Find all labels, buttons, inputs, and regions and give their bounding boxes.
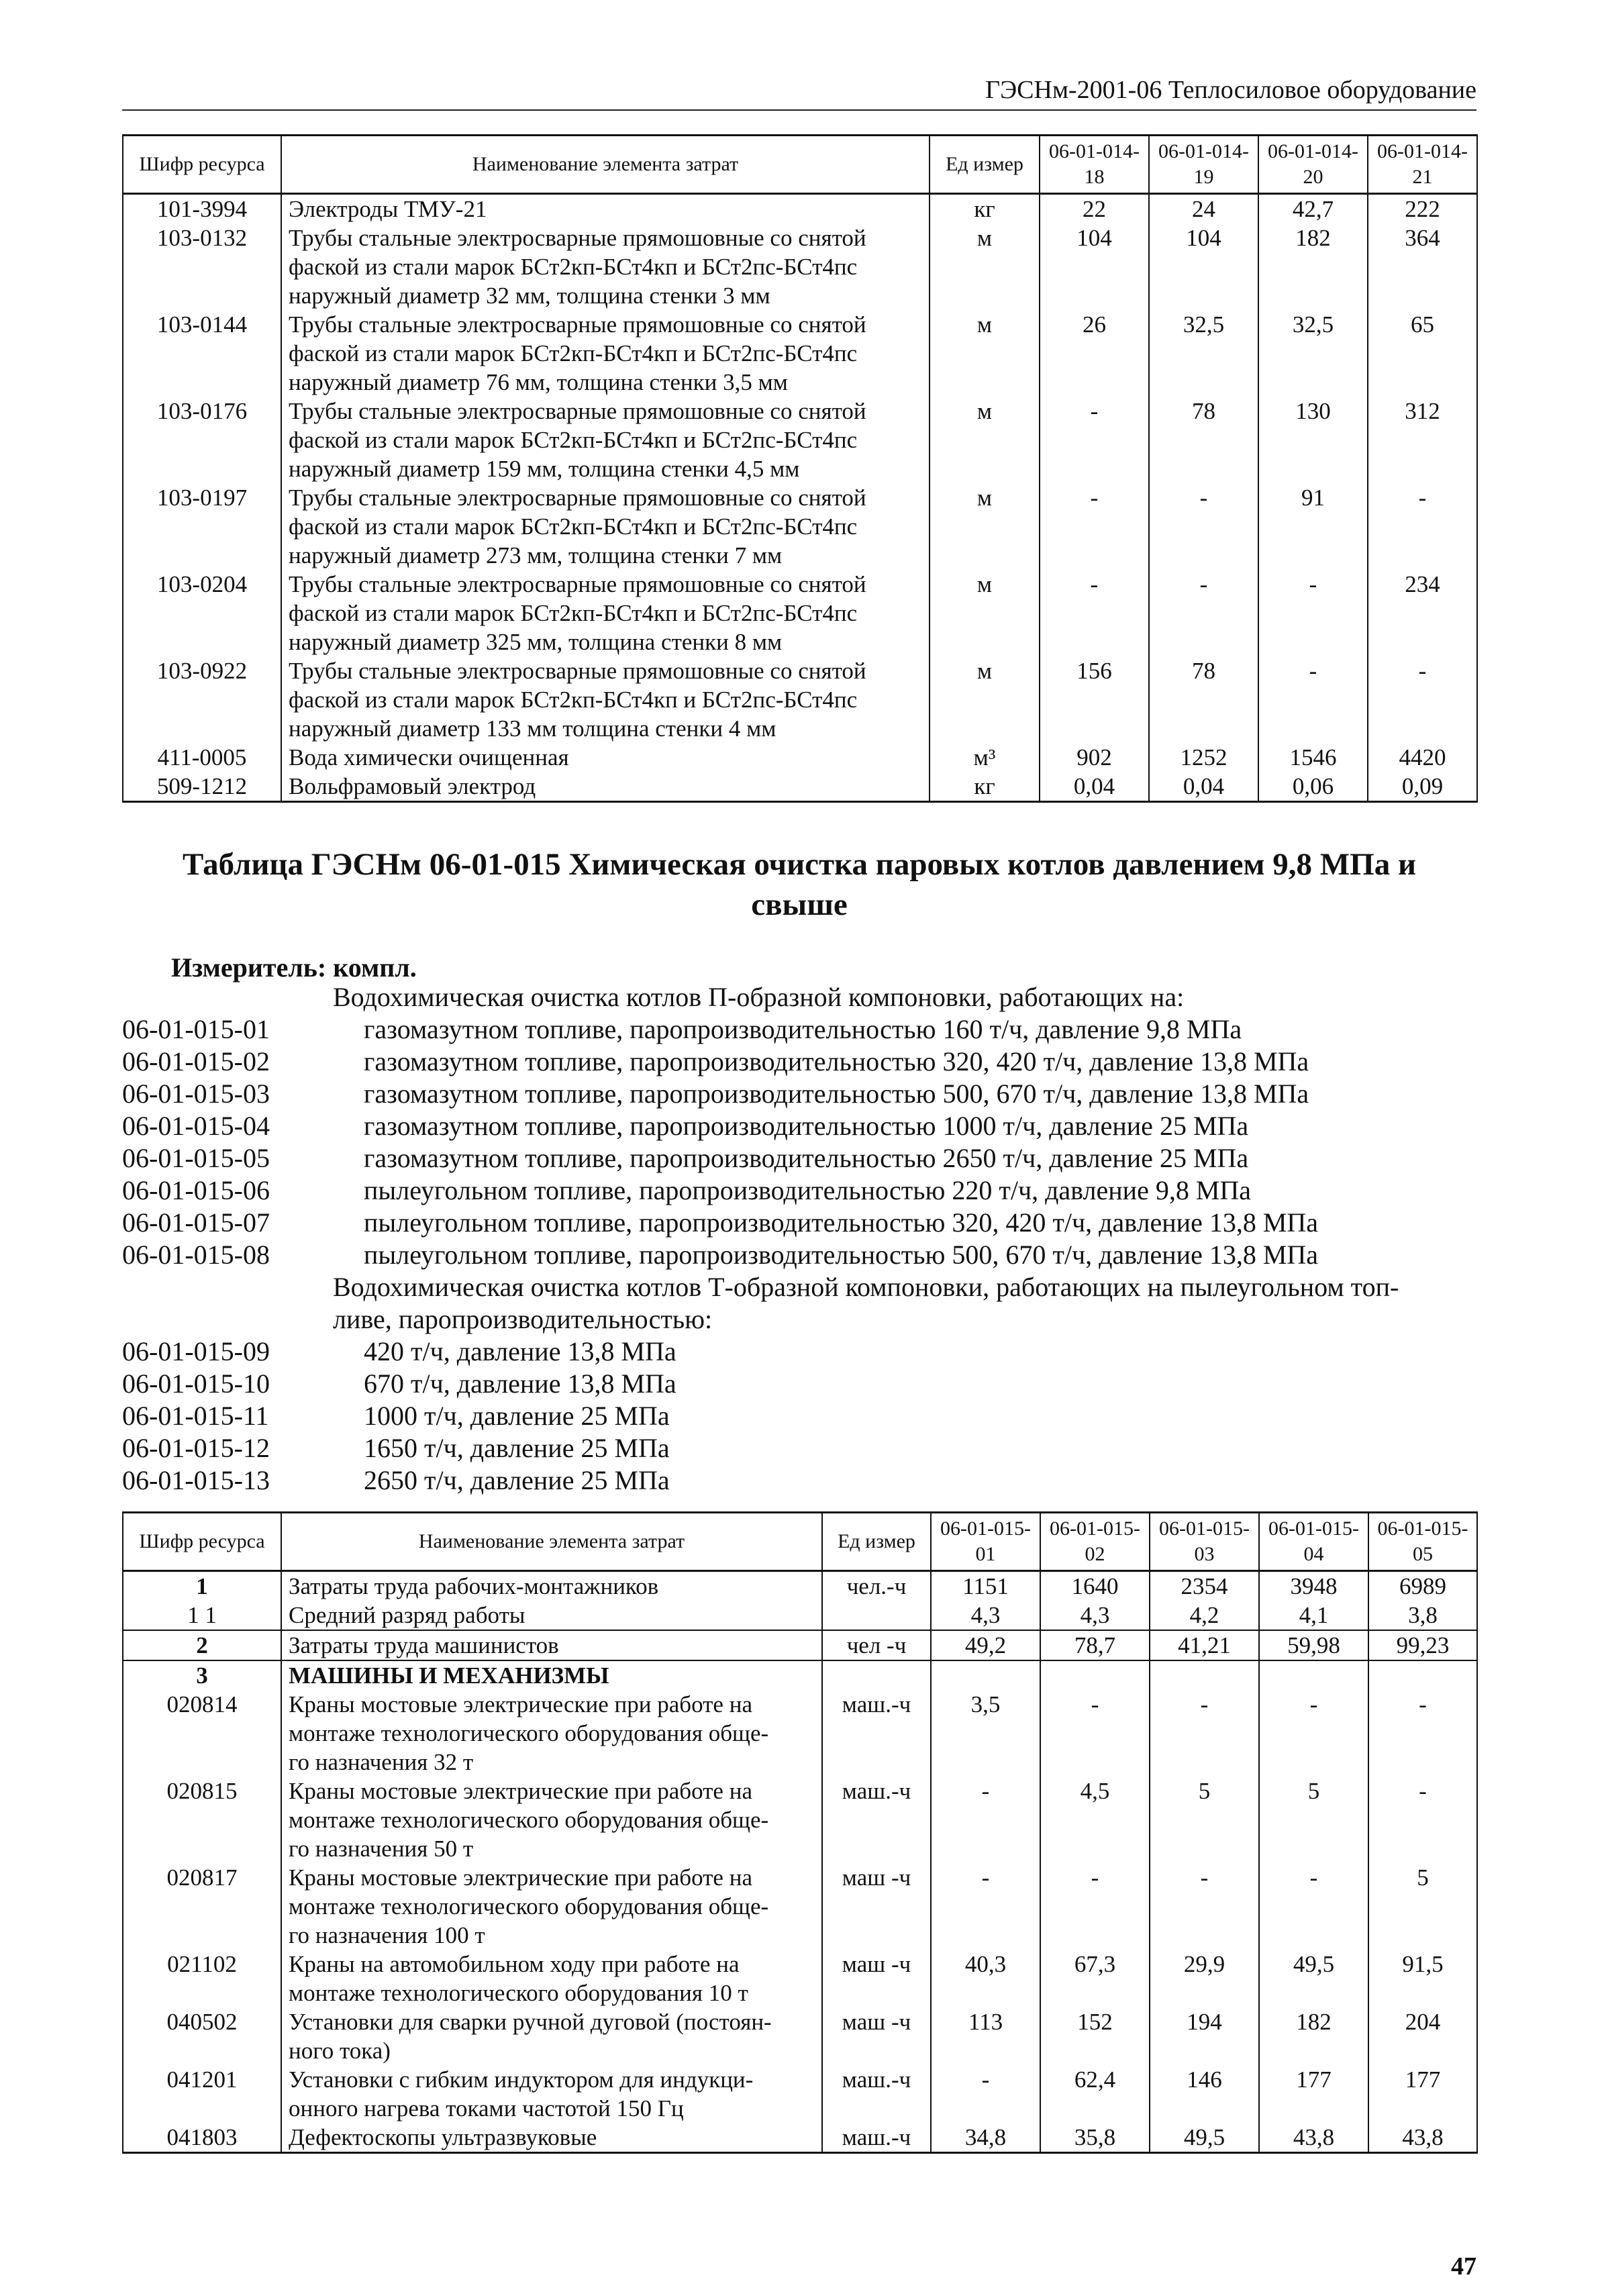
norm-value: 91,5	[1368, 1950, 1477, 2007]
norm-value: 91	[1258, 483, 1368, 570]
norm-value: 0,09	[1368, 772, 1477, 802]
cost-element-name	[281, 310, 930, 397]
name-line: Установки для сварки ручной дуговой (постоян-	[289, 2009, 772, 2035]
work-item	[122, 1142, 1249, 1175]
norm-value: 3,5	[931, 1690, 1040, 1777]
name-line: фаской из стали марок БСт2кп-БСт4кп и БСт2пс-БСт4пс	[289, 340, 858, 366]
norm-value	[1259, 1660, 1368, 1690]
cost-element-name	[281, 1950, 822, 2007]
cost-element-name	[281, 2065, 822, 2123]
cost-element-name	[281, 1660, 822, 1690]
norm-value: 22	[1040, 194, 1149, 224]
resource-code: 103-0197	[123, 483, 281, 570]
table-row	[123, 483, 1477, 570]
norm-value: 5	[1150, 1777, 1259, 1863]
norm-value: -	[1040, 1863, 1150, 1950]
norm-value: -	[1368, 1777, 1477, 1863]
norm-value: 2354	[1150, 1571, 1259, 1601]
resource-table-015	[122, 1511, 1478, 2154]
table-heading-line-2: свыше	[751, 887, 848, 922]
norm-value: -	[1259, 1690, 1368, 1777]
norm-value: 49,2	[931, 1630, 1040, 1660]
work-item	[122, 1013, 1242, 1046]
name-line: Трубы стальные электросварные прямошовные со снятой	[289, 658, 866, 684]
work-code: 06-01-015-07	[122, 1207, 270, 1238]
norm-value	[1150, 1660, 1259, 1690]
unit	[822, 1660, 931, 1690]
norm-value: 312	[1368, 397, 1477, 483]
resource-code: 041803	[123, 2123, 281, 2153]
work-item	[122, 1239, 1319, 1271]
cost-element-name	[281, 2123, 822, 2153]
column-header: 06-01-015-01	[931, 1513, 1040, 1571]
work-item	[122, 1464, 670, 1497]
name-line: МАШИНЫ И МЕХАНИЗМЫ	[289, 1662, 609, 1689]
norm-value: 3948	[1259, 1571, 1368, 1601]
unit: кг	[930, 772, 1040, 802]
work-item	[122, 1175, 1252, 1207]
work-code: 06-01-015-04	[122, 1111, 270, 1141]
resource-code: 040502	[123, 2007, 281, 2065]
norm-value: -	[1368, 656, 1477, 743]
work-item	[122, 1207, 1319, 1239]
cost-element-name	[281, 483, 930, 570]
table-row	[123, 1601, 1477, 1630]
norm-value: -	[931, 1863, 1040, 1950]
table-row	[123, 2007, 1477, 2065]
norm-value: -	[1150, 1690, 1259, 1777]
cost-element-name	[281, 1601, 822, 1630]
norm-value: 78,7	[1040, 1630, 1150, 1660]
resource-code: 020817	[123, 1863, 281, 1950]
column-header: Ед измер	[930, 136, 1040, 194]
table-row	[123, 2123, 1477, 2153]
resource-code: 509-1212	[123, 772, 281, 802]
table-row	[123, 1660, 1477, 1690]
work-item	[122, 1336, 676, 1368]
norm-value: 4,2	[1150, 1601, 1259, 1630]
norm-value: 42,7	[1258, 194, 1368, 224]
table-row	[123, 194, 1477, 224]
work-description: 1000 т/ч, давление 25 МПа	[364, 1401, 670, 1431]
norm-value: -	[1040, 570, 1149, 656]
norm-value: 65	[1368, 310, 1477, 397]
table-header-row	[123, 136, 1477, 194]
norm-value: -	[931, 1777, 1040, 1863]
work-item	[122, 1432, 670, 1464]
table-row	[123, 1630, 1477, 1660]
norm-value: -	[1149, 483, 1258, 570]
column-header: 06-01-014-19	[1149, 136, 1258, 194]
resource-code: 103-0144	[123, 310, 281, 397]
unit: м	[930, 223, 1040, 310]
table-row	[123, 772, 1477, 802]
norm-value: 41,21	[1150, 1630, 1259, 1660]
norm-value: 99,23	[1368, 1630, 1477, 1660]
unit: маш.-ч	[822, 1690, 931, 1777]
cost-element-name	[281, 1863, 822, 1950]
resource-code: 021102	[123, 1950, 281, 2007]
norm-value: -	[1259, 1863, 1368, 1950]
name-line: Краны мостовые электрические при работе на	[289, 1864, 752, 1891]
norm-value: 62,4	[1040, 2065, 1150, 2123]
name-line: фаской из стали марок БСт2кп-БСт4кп и БСт2пс-БСт4пс	[289, 254, 858, 280]
norm-value: 35,8	[1040, 2123, 1150, 2153]
name-line: Затраты труда машинистов	[289, 1632, 559, 1658]
column-header: 06-01-014-21	[1368, 136, 1477, 194]
column-header: 06-01-014-18	[1040, 136, 1149, 194]
cost-element-name	[281, 2007, 822, 2065]
name-line: фаской из стали марок БСт2кп-БСт4кп и БСт2пс-БСт4пс	[289, 513, 858, 540]
norm-value: 78	[1149, 397, 1258, 483]
resource-code: 020814	[123, 1690, 281, 1777]
norm-value: 177	[1259, 2065, 1368, 2123]
norm-value: 902	[1040, 743, 1149, 772]
column-header: Ед измер	[822, 1513, 931, 1571]
column-header: Наименование элемента затрат	[281, 136, 930, 194]
norm-value: 78	[1149, 656, 1258, 743]
norm-value: 1252	[1149, 743, 1258, 772]
norm-value: -	[1258, 570, 1368, 656]
norm-value: 146	[1150, 2065, 1259, 2123]
norm-value: 32,5	[1258, 310, 1368, 397]
norm-value: 40,3	[931, 1950, 1040, 2007]
unit: маш.-ч	[822, 2123, 931, 2153]
norm-value: 113	[931, 2007, 1040, 2065]
resource-code: 103-0132	[123, 223, 281, 310]
work-description: газомазутном топливе, паропроизводительностью 320, 420 т/ч, давление 13,8 МПа	[364, 1046, 1309, 1077]
table-row	[123, 1690, 1477, 1777]
resource-code: 103-0204	[123, 570, 281, 656]
intro-t-shaped-line-1: Водохимическая очистка котлов Т-образной компоновки, работающих на пылеугольном топ-	[333, 1272, 1399, 1302]
norm-value: 6989	[1368, 1571, 1477, 1601]
resource-code: 411-0005	[123, 743, 281, 772]
work-description: пылеугольном топливе, паропроизводительностью 320, 420 т/ч, давление 13,8 МПа	[364, 1207, 1319, 1238]
work-description: пылеугольном топливе, паропроизводительностью 220 т/ч, давление 9,8 МПа	[364, 1175, 1252, 1205]
unit: чел -ч	[822, 1630, 931, 1660]
column-header: 06-01-015-02	[1040, 1513, 1150, 1571]
intro-p-shaped: Водохимическая очистка котлов П-образной компоновки, работающих на:	[333, 982, 1185, 1012]
norm-value: 26	[1040, 310, 1149, 397]
norm-value: 4,3	[931, 1601, 1040, 1630]
norm-value: 0,04	[1040, 772, 1149, 802]
work-item	[122, 1368, 676, 1400]
name-line: монтаже технологического оборудования 10 т	[289, 1980, 748, 2006]
name-line: Трубы стальные электросварные прямошовные со снятой	[289, 571, 866, 597]
name-line: го назначения 50 т	[289, 1836, 474, 1862]
resource-table-014	[122, 134, 1478, 803]
work-code: 06-01-015-13	[122, 1465, 270, 1495]
unit: маш.-ч	[822, 1777, 931, 1863]
norm-value: 1151	[931, 1571, 1040, 1601]
norm-value: 182	[1259, 2007, 1368, 2065]
name-line: наружный диаметр 273 мм, толщина стенки 7 мм	[289, 542, 783, 568]
name-line: наружный диаметр 159 мм, толщина стенки 4,5 мм	[289, 456, 800, 482]
cost-element-name	[281, 1571, 822, 1601]
table-row	[123, 743, 1477, 772]
work-description: газомазутном топливе, паропроизводительностью 500, 670 т/ч, давление 13,8 МПа	[364, 1079, 1309, 1109]
norm-value: 0,04	[1149, 772, 1258, 802]
norm-value: 43,8	[1368, 2123, 1477, 2153]
work-description: 1650 т/ч, давление 25 МПа	[364, 1433, 670, 1463]
resource-code: 1	[123, 1571, 281, 1601]
column-header: Шифр ресурса	[123, 1513, 281, 1571]
unit: м	[930, 310, 1040, 397]
name-line: наружный диаметр 133 мм толщина стенки 4 мм	[289, 715, 776, 742]
page-header-title: ГЭСНм-2001-06 Теплосиловое оборудование	[985, 76, 1476, 104]
name-line: Установки с гибким индуктором для индукци-	[289, 2066, 754, 2093]
table-row	[123, 1777, 1477, 1863]
column-header: Наименование элемента затрат	[281, 1513, 822, 1571]
norm-value: -	[1150, 1863, 1259, 1950]
cost-element-name	[281, 1777, 822, 1863]
cost-element-name	[281, 1690, 822, 1777]
name-line: Средний разряд работы	[289, 1602, 525, 1628]
resource-code: 101-3994	[123, 194, 281, 224]
norm-value: 182	[1258, 223, 1368, 310]
work-code: 06-01-015-03	[122, 1079, 270, 1109]
name-line: Трубы стальные электросварные прямошовные со снятой	[289, 485, 866, 511]
resource-code: 041201	[123, 2065, 281, 2123]
work-code: 06-01-015-10	[122, 1368, 270, 1399]
norm-value: 24	[1149, 194, 1258, 224]
table-heading-line-1: Таблица ГЭСНм 06-01-015 Химическая очистка паровых котлов давлением 9,8 МПа и	[182, 847, 1417, 882]
norm-value: 3,8	[1368, 1601, 1477, 1630]
unit: маш -ч	[822, 1950, 931, 2007]
name-line: Трубы стальные электросварные прямошовные со снятой	[289, 311, 866, 338]
table-header-row	[123, 1513, 1477, 1571]
unit: м	[930, 570, 1040, 656]
name-line: наружный диаметр 76 мм, толщина стенки 3,5 мм	[289, 369, 788, 395]
norm-value: -	[931, 2065, 1040, 2123]
name-line: Затраты труда рабочих-монтажников	[289, 1573, 659, 1599]
norm-value: 177	[1368, 2065, 1477, 2123]
name-line: Краны мостовые электрические при работе на	[289, 1778, 752, 1804]
work-item	[122, 1046, 1309, 1078]
cost-element-name	[281, 223, 930, 310]
name-line: наружный диаметр 32 мм, толщина стенки 3 мм	[289, 283, 770, 309]
work-description: 420 т/ч, давление 13,8 МПа	[364, 1336, 676, 1366]
table-row	[123, 1863, 1477, 1950]
norm-value: 1546	[1258, 743, 1368, 772]
page-number: 47	[1451, 2252, 1476, 2281]
name-line: Вольфрамовый электрод	[289, 773, 536, 799]
work-description: газомазутном топливе, паропроизводительностью 1000 т/ч, давление 25 МПа	[364, 1111, 1249, 1141]
cost-element-name	[281, 743, 930, 772]
name-line: наружный диаметр 325 мм, толщина стенки 8 мм	[289, 629, 783, 655]
name-line: фаской из стали марок БСт2кп-БСт4кп и БСт2пс-БСт4пс	[289, 600, 858, 626]
norm-value: -	[1258, 656, 1368, 743]
work-description: газомазутном топливе, паропроизводительностью 2650 т/ч, давление 25 МПа	[364, 1143, 1249, 1173]
cost-element-name	[281, 397, 930, 483]
norm-value: 5	[1368, 1863, 1477, 1950]
norm-value: 156	[1040, 656, 1149, 743]
unit: м	[930, 656, 1040, 743]
norm-value	[931, 1660, 1040, 1690]
work-code: 06-01-015-08	[122, 1240, 270, 1270]
cost-element-name	[281, 772, 930, 802]
column-header: 06-01-014-20	[1258, 136, 1368, 194]
unit: маш.-ч	[822, 2065, 931, 2123]
work-code: 06-01-015-02	[122, 1046, 270, 1077]
norm-value: 204	[1368, 2007, 1477, 2065]
norm-value: 364	[1368, 223, 1477, 310]
work-code: 06-01-015-01	[122, 1014, 270, 1044]
resource-code: 2	[123, 1630, 281, 1660]
cost-element-name	[281, 656, 930, 743]
name-line: Дефектоскопы ультразвуковые	[289, 2124, 597, 2150]
work-item	[122, 1110, 1249, 1142]
table-heading	[122, 844, 1476, 925]
name-line: го назначения 32 т	[289, 1749, 474, 1775]
norm-value: 32,5	[1149, 310, 1258, 397]
norm-value: 4,3	[1040, 1601, 1150, 1630]
table-row	[123, 1571, 1477, 1601]
name-line: онного нагрева токами частотой 150 Гц	[289, 2095, 684, 2122]
norm-value: 43,8	[1259, 2123, 1368, 2153]
norm-value: 104	[1040, 223, 1149, 310]
norm-value: 0,06	[1258, 772, 1368, 802]
table-row	[123, 223, 1477, 310]
name-line: монтаже технологического оборудования обще-	[289, 1720, 769, 1746]
work-code: 06-01-015-12	[122, 1433, 270, 1463]
table-row	[123, 656, 1477, 743]
work-description: 670 т/ч, давление 13,8 МПа	[364, 1368, 676, 1399]
unit	[822, 1601, 931, 1630]
column-header: 06-01-015-04	[1259, 1513, 1368, 1571]
column-header: 06-01-015-05	[1368, 1513, 1477, 1571]
resource-code: 3	[123, 1660, 281, 1690]
work-code: 06-01-015-09	[122, 1336, 270, 1366]
unit: м³	[930, 743, 1040, 772]
unit: кг	[930, 194, 1040, 224]
name-line: фаской из стали марок БСт2кп-БСт4кп и БСт2пс-БСт4пс	[289, 687, 858, 713]
name-line: Краны мостовые электрические при работе на	[289, 1691, 752, 1717]
resource-code: 020815	[123, 1777, 281, 1863]
norm-value: -	[1368, 1690, 1477, 1777]
work-code: 06-01-015-11	[122, 1401, 269, 1431]
name-line: Вода химически очищенная	[289, 744, 569, 770]
name-line: монтаже технологического оборудования обще-	[289, 1807, 769, 1833]
resource-code: 103-0922	[123, 656, 281, 743]
name-line: Электроды ТМУ-21	[289, 196, 487, 222]
resource-code: 1 1	[123, 1601, 281, 1630]
work-description: 2650 т/ч, давление 25 МПа	[364, 1465, 670, 1495]
name-line: Краны на автомобильном ходу при работе на	[289, 1951, 740, 1977]
work-item	[122, 1078, 1309, 1110]
unit: м	[930, 483, 1040, 570]
name-line: ного тока)	[289, 2038, 391, 2064]
norm-value: -	[1040, 397, 1149, 483]
cost-element-name	[281, 194, 930, 224]
norm-value: 1640	[1040, 1571, 1150, 1601]
norm-value: 222	[1368, 194, 1477, 224]
cost-element-name	[281, 1630, 822, 1660]
norm-value	[1368, 1660, 1477, 1690]
norm-value: 5	[1259, 1777, 1368, 1863]
work-code: 06-01-015-05	[122, 1143, 270, 1173]
norm-value: 4,5	[1040, 1777, 1150, 1863]
name-line: фаской из стали марок БСт2кп-БСт4кп и БСт2пс-БСт4пс	[289, 427, 858, 453]
norm-value: 34,8	[931, 2123, 1040, 2153]
norm-value: 104	[1149, 223, 1258, 310]
norm-value: 49,5	[1259, 1950, 1368, 2007]
measurement-unit: Измеритель: компл.	[171, 952, 417, 983]
table-row	[123, 310, 1477, 397]
norm-value: 234	[1368, 570, 1477, 656]
norm-value	[1040, 1660, 1150, 1690]
norm-value: 49,5	[1150, 2123, 1259, 2153]
work-description: пылеугольном топливе, паропроизводительностью 500, 670 т/ч, давление 13,8 МПа	[364, 1240, 1319, 1270]
norm-value: -	[1368, 483, 1477, 570]
norm-value: 59,98	[1259, 1630, 1368, 1660]
unit: м	[930, 397, 1040, 483]
cost-element-name	[281, 570, 930, 656]
norm-value: -	[1149, 570, 1258, 656]
name-line: Трубы стальные электросварные прямошовные со снятой	[289, 398, 866, 424]
table-row	[123, 1950, 1477, 2007]
norm-value: 29,9	[1150, 1950, 1259, 2007]
norm-value: -	[1040, 1690, 1150, 1777]
column-header: 06-01-015-03	[1150, 1513, 1259, 1571]
norm-value: 130	[1258, 397, 1368, 483]
unit: маш -ч	[822, 2007, 931, 2065]
norm-value: -	[1040, 483, 1149, 570]
name-line: Трубы стальные электросварные прямошовные со снятой	[289, 225, 866, 251]
header-rule	[122, 109, 1476, 111]
work-code: 06-01-015-06	[122, 1175, 270, 1205]
work-item	[122, 1400, 670, 1432]
norm-value: 4420	[1368, 743, 1477, 772]
table-row	[123, 2065, 1477, 2123]
column-header: Шифр ресурса	[123, 136, 281, 194]
table-row	[123, 397, 1477, 483]
name-line: монтаже технологического оборудования обще-	[289, 1893, 769, 1919]
unit: чел.-ч	[822, 1571, 931, 1601]
intro-t-shaped-line-2: ливе, паропроизводительностью:	[333, 1304, 713, 1334]
resource-code: 103-0176	[123, 397, 281, 483]
work-description: газомазутном топливе, паропроизводительностью 160 т/ч, давление 9,8 МПа	[364, 1014, 1242, 1044]
norm-value: 4,1	[1259, 1601, 1368, 1630]
name-line: го назначения 100 т	[289, 1922, 485, 1948]
norm-value: 67,3	[1040, 1950, 1150, 2007]
norm-value: 152	[1040, 2007, 1150, 2065]
norm-value: 194	[1150, 2007, 1259, 2065]
unit: маш -ч	[822, 1863, 931, 1950]
table-row	[123, 570, 1477, 656]
